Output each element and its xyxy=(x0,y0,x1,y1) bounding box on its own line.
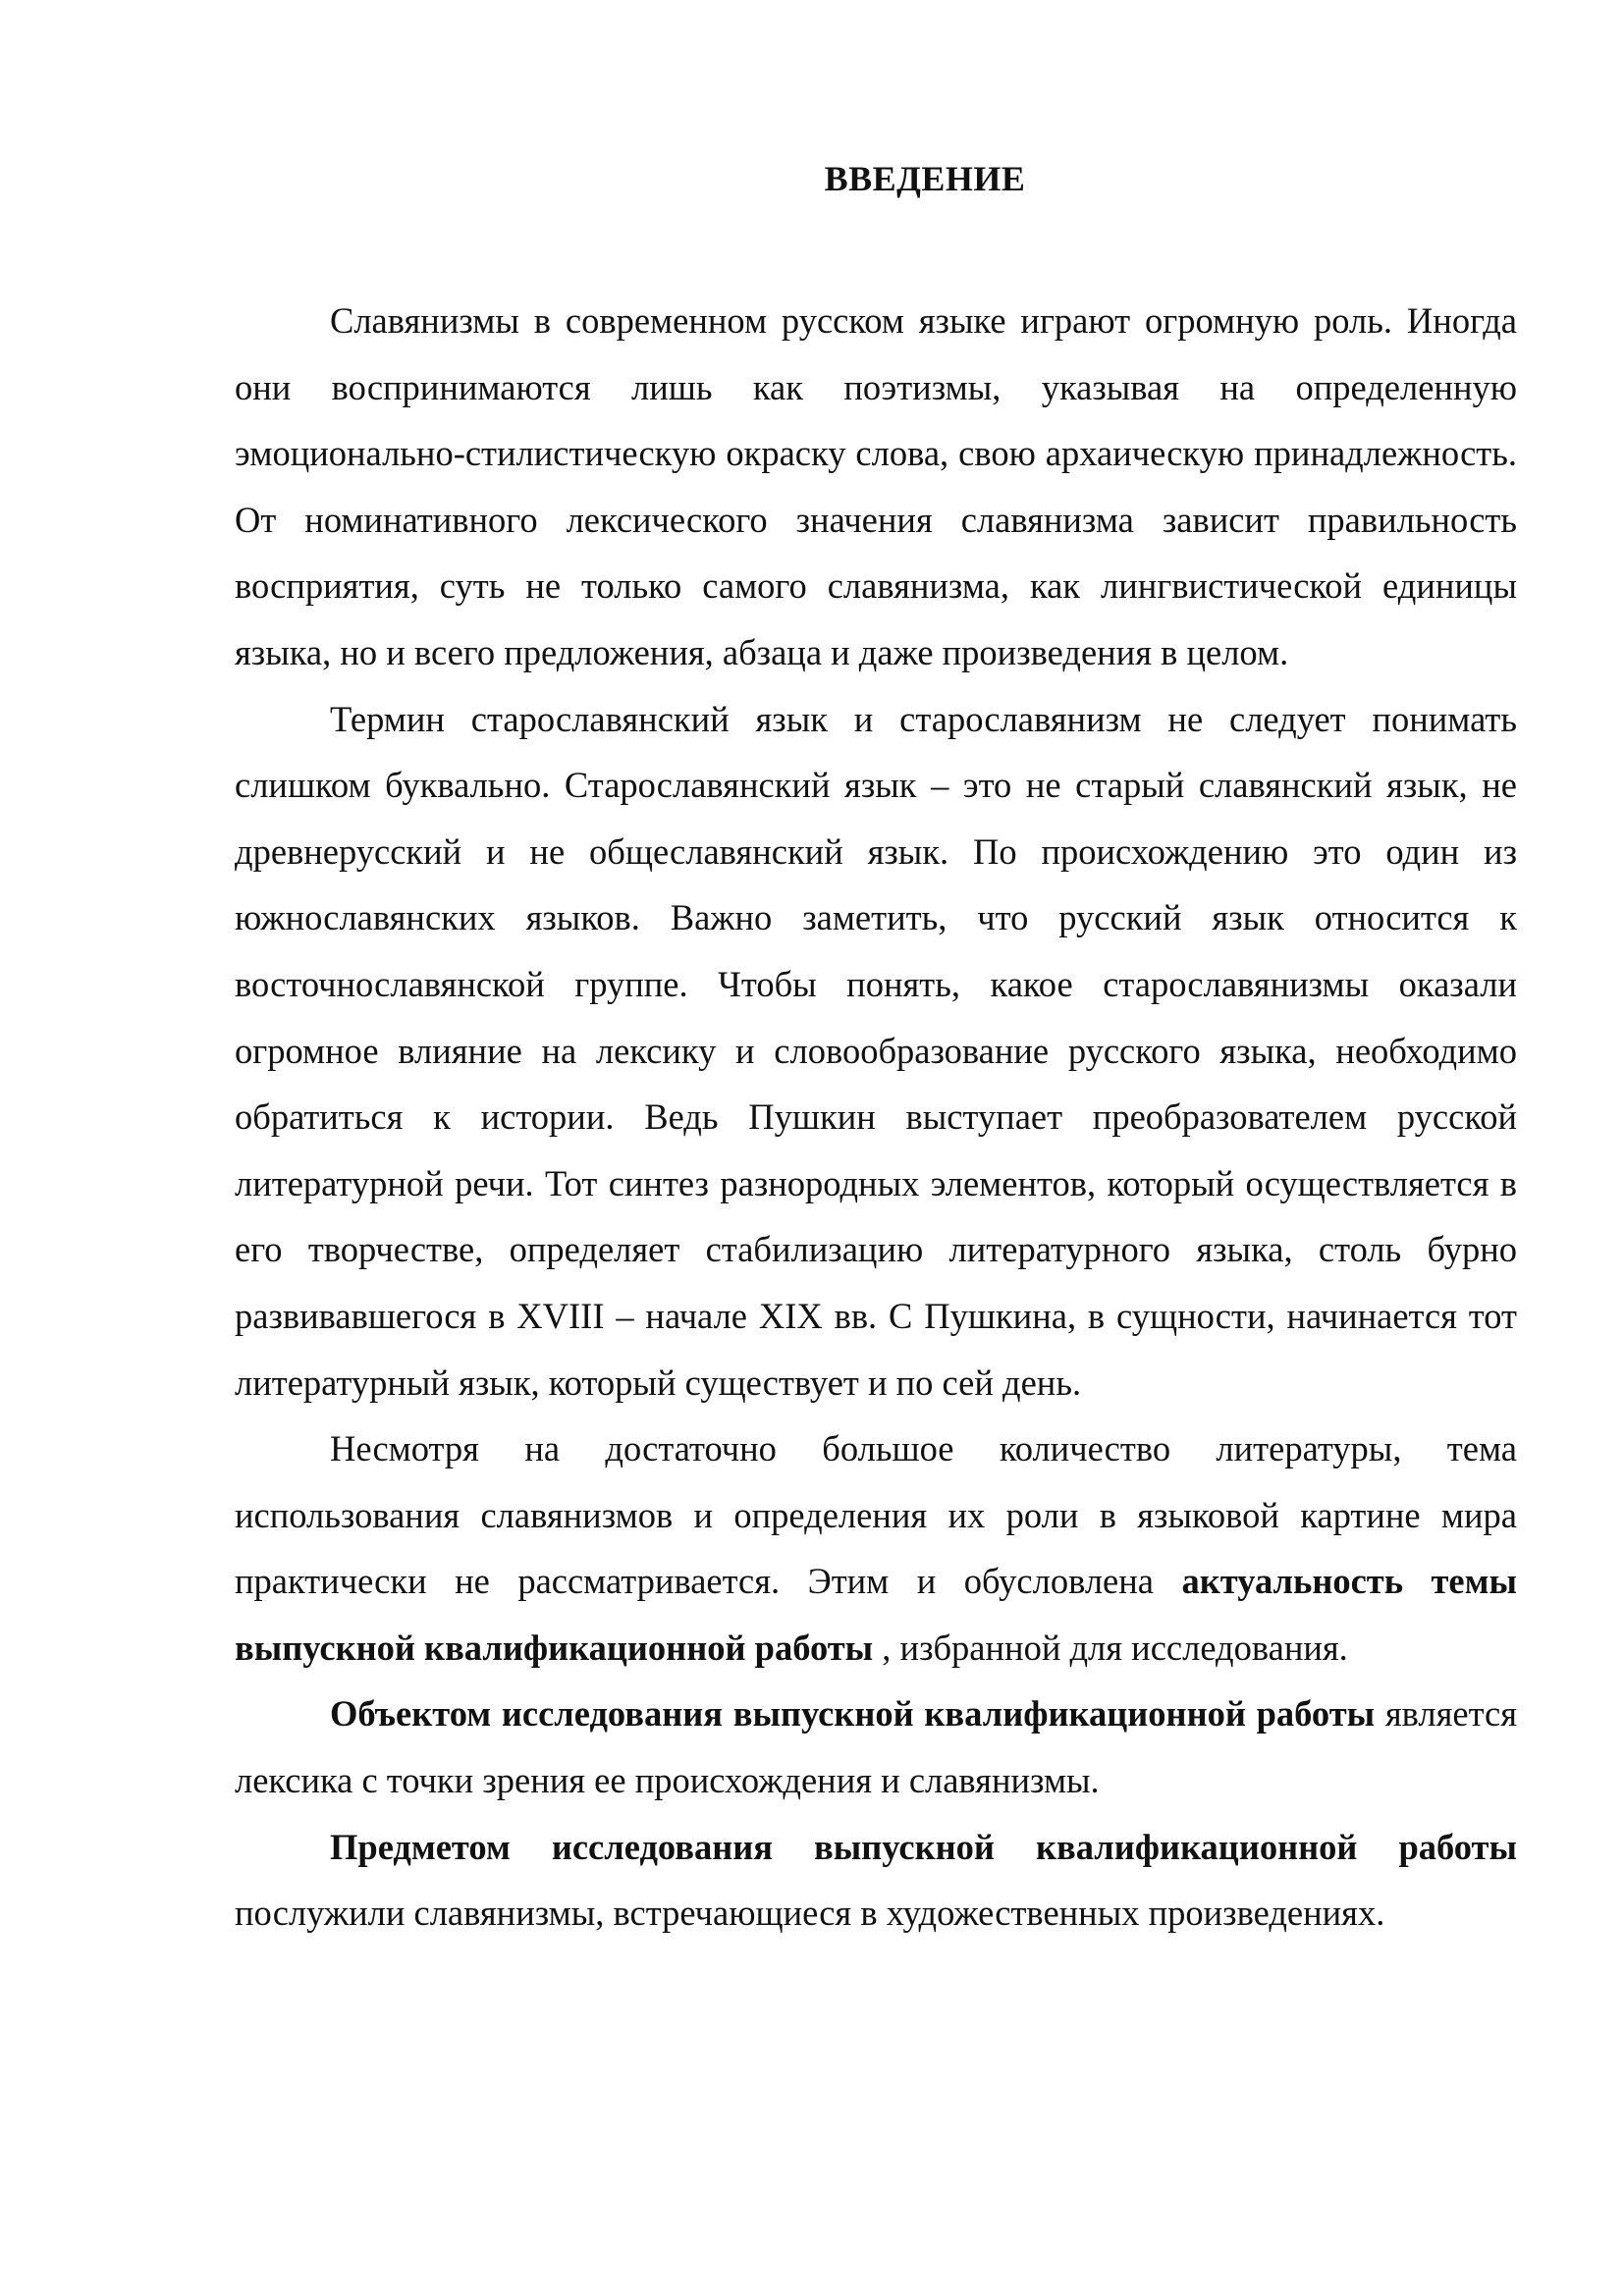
object-text-after: является лексика с точки зрения ее происхождения и славянизмы. xyxy=(235,1693,1517,1801)
relevance-text-before: Несмотря на достаточно большое количество литературы, тема использования славянизмов и определения их роли в языковой картине мира практически не рассматривается. Этим и обусловлена xyxy=(235,1428,1517,1602)
paragraph-object xyxy=(235,1681,1517,1813)
section-title: ВВЕДЕНИЕ xyxy=(824,159,1026,198)
body-text xyxy=(235,288,1517,1947)
relevance-text-after: , избранной для исследования. xyxy=(873,1627,1348,1668)
relevance-highlight: актуальность темы выпускной квалификационной работы xyxy=(235,1561,1517,1668)
subject-text-after: послужили славянизмы, встречающиеся в художественных произведениях. xyxy=(235,1893,1385,1934)
paragraph-introduction: Славянизмы в современном русском языке играют огромную роль. Иногда они воспринимаются лишь как поэтизмы, указывая на определенную эмоционально-стилистическую окраску слова, свою архаическую принадлежность. От номинативного лексического значения славянизма зависит правильность восприятия, суть не только самого славянизма, как лингвистической единицы языка, но и всего предложения, абзаца и даже произведения в целом. xyxy=(235,300,1517,672)
object-highlight: Объектом исследования выпускной квалификационной работы xyxy=(330,1693,1376,1735)
paragraph-old-slavonic: Термин старославянский язык и старославянизм не следует понимать слишком буквально. Старославянский язык – это не старый славянский язык, не древнерусский и не общеславянский язык. По происхождению это один из южнославянских языков. Важно заметить, что русский язык относится к восточнославянской группе. Чтобы понять, какое старославянизмы оказали огромное влияние на лексику и словообразование русского языка, необходимо обратиться к истории. Ведь Пушкин выступает преобразователем русской литературной речи. Тот синтез разнородных элементов, который осуществляется в его творчестве, определяет стабилизацию литературного языка, столь бурно развивавшегося в XVIII – начале XIX вв. С Пушкина, в сущности, начинается тот литературный язык, который существует и по сей день. xyxy=(235,698,1517,1403)
paragraph-relevance xyxy=(235,1415,1517,1681)
paragraph-subject xyxy=(235,1814,1517,1947)
subject-highlight: Предметом исследования выпускной квалификационной работы xyxy=(330,1826,1517,1867)
